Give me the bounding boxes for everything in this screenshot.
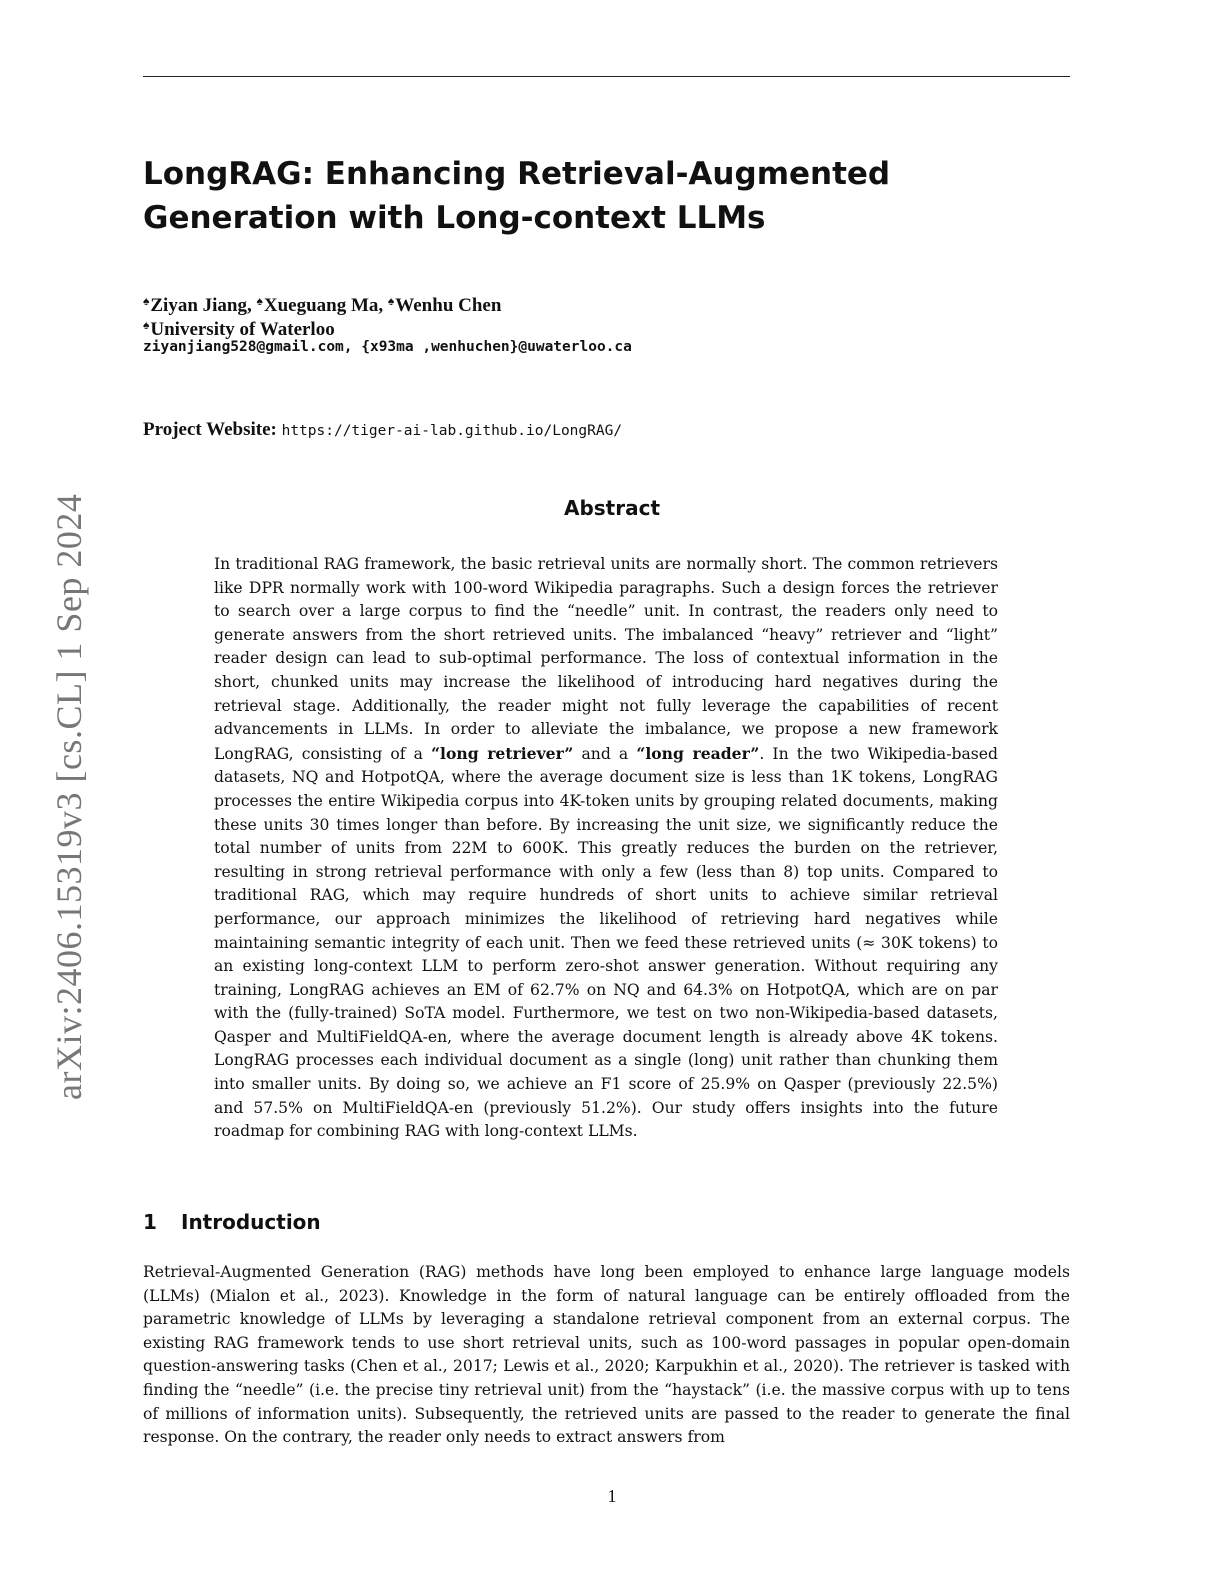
paper-title: LongRAG: Enhancing Retrieval-Augmented Generation with Long-context LLMs — [143, 156, 891, 236]
abstract-body — [214, 553, 998, 1144]
abstract-text: . In the two Wikipedia-based datasets, NQ and HotpotQA, where the average document size is less than 1K tokens, LongRAG processes the entire Wikipedia corpus into 4K-token units by grouping related documents, making these units 30 times longer than before. By increasing the unit size, we significantly reduce the total number of units from 22M to 600K. This greatly reduces the burden on the retriever, resulting in strong retrieval performance with only a few (less than 8) top units. Compared to traditional RAG, which may require hundreds of short units to achieve similar retrieval performance, our approach minimizes the likelihood of retrieving hard negatives while maintaining semantic integrity of each unit. Then we feed these retrieved units (≈ 30K tokens) to an existing long-context LLM to perform zero-shot answer generation. Without requiring any training, LongRAG achieves an EM of 62.7% on NQ and 64.3% on HotpotQA, which are on par with the (fully-trained) SoTA model. Furthermore, we test on two non-Wikipedia-based datasets, Qasper and MultiFieldQA-en, where the average document length is already above 4K tokens. LongRAG processes each individual document as a single (long) unit rather than chunking them into smaller units. By doing so, we achieve an F1 score of 25.9% on Qasper (previously 22.5%) and 57.5% on MultiFieldQA-en (previously 51.2%). Our study offers insights into the future roadmap for combining RAG with long-context LLMs. — [214, 744, 998, 1141]
author-symbol: ♠ — [387, 294, 395, 308]
author-symbol: ♠ — [143, 294, 150, 308]
affiliation-symbol: ♠ — [143, 318, 150, 332]
introduction-paragraph: Retrieval-Augmented Generation (RAG) methods have long been employed to enhance large language models (LLMs) (Mialon et al., 2023). Knowledge in the form of natural language can be entirely offloaded from the parametric knowledge of LLMs by leveraging a standalone retrieval component from an external corpus. The existing RAG framework tends to use short retrieval units, such as 100-word passages in popular open-domain question-answering tasks (Chen et al., 2017; Lewis et al., 2020; Karpukhin et al., 2020). The retriever is tasked with finding the “needle” (i.e. the precise tiny retrieval unit) from the “haystack” (i.e. the massive corpus with up to tens of millions of information units). Subsequently, the retrieved units are passed to the reader to generate the final response. On the contrary, the reader only needs to extract answers from — [143, 1263, 1070, 1447]
project-website-label: Project Website: — [143, 419, 277, 440]
abstract-bold-term: “long reader” — [636, 743, 760, 763]
author-name: Ziyan Jiang, — [150, 295, 252, 316]
project-website — [143, 419, 622, 441]
section-title: Introduction — [181, 1210, 321, 1234]
abstract-bold-term: “long retriever” — [431, 743, 574, 763]
author-name: Wenhu Chen — [395, 295, 502, 316]
author-symbol: ♠ — [256, 294, 263, 308]
abstract-heading: Abstract — [563, 496, 661, 520]
arxiv-identifier: arXiv:2406.15319v3 [cs.CL] 1 Sep 2024 — [49, 493, 89, 1100]
page-number: 1 — [607, 1486, 617, 1506]
project-website-link[interactable]: https://tiger-ai-lab.github.io/LongRAG/ — [281, 423, 623, 439]
affiliation-name: University of Waterloo — [150, 319, 335, 340]
top-rule — [143, 76, 1070, 77]
author-emails: ziyanjiang528@gmail.com, {x93ma ,wenhuchen}@uwaterloo.ca — [143, 339, 632, 355]
section-number: 1 — [143, 1210, 157, 1234]
abstract-text: and a — [573, 744, 637, 763]
abstract-text: In traditional RAG framework, the basic retrieval units are normally short. The common retrievers like DPR normally work with 100-word Wikipedia paragraphs. Such a design forces the retriever to search over a large corpus to find the “needle” unit. In contrast, the readers only need to generate answers from the short retrieved units. The imbalanced “heavy” retriever and “light” reader design can lead to sub-optimal performance. The loss of contextual information in the short, chunked units may increase the likelihood of introducing hard negatives during the retrieval stage. Additionally, the reader might not fully leverage the capabilities of recent advancements in LLMs. In order to alleviate the imbalance, we propose a new framework LongRAG, consisting of a — [214, 555, 998, 763]
affiliation — [143, 313, 335, 342]
author-name: Xueguang Ma, — [263, 295, 384, 316]
section-heading — [143, 1210, 321, 1234]
